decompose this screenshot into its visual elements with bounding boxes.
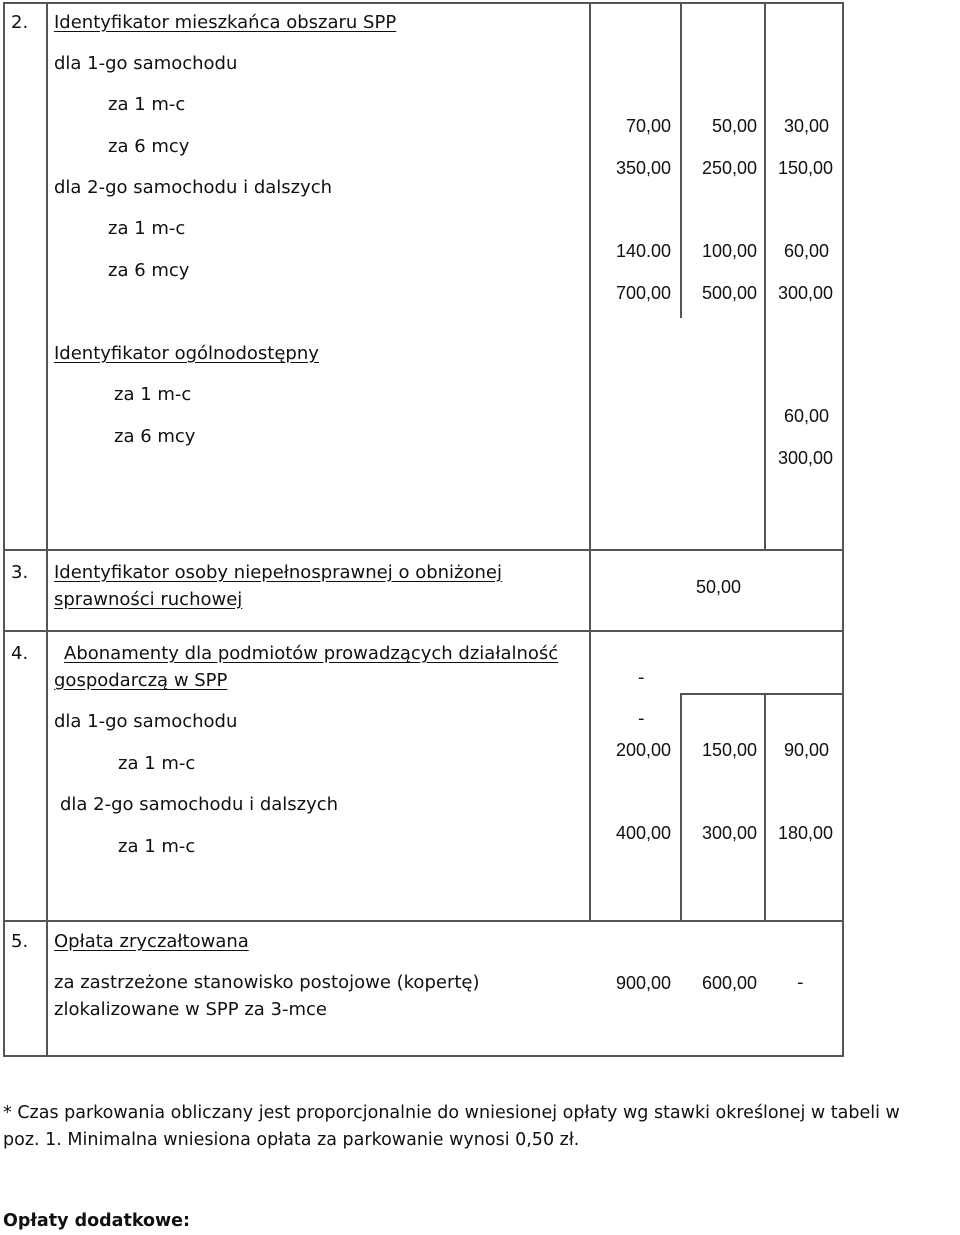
price-value: 100,00 xyxy=(701,241,757,261)
row-title: sprawności ruchowej xyxy=(54,589,243,610)
row4-col-divider-c xyxy=(764,693,766,920)
price-value: 500,00 xyxy=(701,283,757,303)
section-heading: Opłaty dodatkowe: xyxy=(3,1211,191,1231)
price-value: 600,00 xyxy=(701,973,757,993)
period-label: za 1 m-c xyxy=(108,94,186,115)
price-value: 30,00 xyxy=(783,116,829,136)
period-label: za 1 m-c xyxy=(108,218,186,239)
second-car-label: dla 2-go samochodu i dalszych xyxy=(60,794,339,815)
general-identifier-title: Identyfikator ogólnodostępny xyxy=(54,343,319,364)
row3-col-divider xyxy=(589,549,591,630)
period-label: za 1 m-c xyxy=(114,384,192,405)
price-value: 180,00 xyxy=(777,823,833,843)
table-border-right xyxy=(842,2,844,1057)
table-border-bottom xyxy=(3,1055,844,1057)
price-value: 90,00 xyxy=(783,740,829,760)
price-value: 140.00 xyxy=(615,241,671,261)
price-value: 50,00 xyxy=(695,577,741,597)
price-value: 400,00 xyxy=(615,823,671,843)
price-value: 700,00 xyxy=(615,283,671,303)
row-number: 5. xyxy=(11,931,29,952)
second-car-label: dla 2-go samochodu i dalszych xyxy=(54,177,333,198)
period-label: za 1 m-c xyxy=(118,753,196,774)
price-value: 150,00 xyxy=(777,158,833,178)
row-divider-4 xyxy=(3,630,844,632)
row-number: 3. xyxy=(11,562,29,583)
row4-col-divider-a xyxy=(589,630,591,920)
row-number: 2. xyxy=(11,12,29,33)
price-value: 60,00 xyxy=(783,406,829,426)
row2-col-divider-a xyxy=(589,2,591,549)
price-value: 250,00 xyxy=(701,158,757,178)
period-label: za 6 mcy xyxy=(108,136,190,157)
table-border-top xyxy=(3,2,844,4)
row4-col-divider-b xyxy=(680,693,682,920)
number-column-divider xyxy=(46,2,48,1057)
price-value: 70,00 xyxy=(625,116,671,136)
row-title: Identyfikator osoby niepełnosprawnej o obniżonej xyxy=(54,562,503,583)
row-title: gospodarczą w SPP xyxy=(54,670,228,691)
row-number: 4. xyxy=(11,643,29,664)
price-value: - xyxy=(797,972,804,993)
price-value: 60,00 xyxy=(783,241,829,261)
row-title: Abonamenty dla podmiotów prowadzących działalność xyxy=(64,643,559,664)
period-label: za 6 mcy xyxy=(114,426,196,447)
first-car-label: dla 1-go samochodu xyxy=(54,711,238,732)
price-value: 300,00 xyxy=(777,448,833,468)
price-value: 150,00 xyxy=(701,740,757,760)
table-border-left xyxy=(3,2,5,1057)
dash-value: - xyxy=(638,708,645,729)
footnote: poz. 1. Minimalna wniesiona opłata za parkowanie wynosi 0,50 zł. xyxy=(3,1130,580,1150)
price-value: 300,00 xyxy=(777,283,833,303)
first-car-label: dla 1-go samochodu xyxy=(54,53,238,74)
price-value: 200,00 xyxy=(615,740,671,760)
price-value: 300,00 xyxy=(701,823,757,843)
period-label: za 1 m-c xyxy=(118,836,196,857)
row-divider-3 xyxy=(3,549,844,551)
row4-subheader-line xyxy=(680,693,842,695)
row-description: zlokalizowane w SPP za 3-mce xyxy=(54,999,327,1020)
price-value: 900,00 xyxy=(615,973,671,993)
period-label: za 6 mcy xyxy=(108,260,190,281)
row-description: za zastrzeżone stanowisko postojowe (kopertę) xyxy=(54,972,480,993)
footnote: * Czas parkowania obliczany jest proporcjonalnie do wniesionej opłaty wg stawki określonej w tabeli w xyxy=(3,1103,900,1123)
price-value: 50,00 xyxy=(711,116,757,136)
dash-value: - xyxy=(638,667,645,688)
price-value: 350,00 xyxy=(615,158,671,178)
row-title: Opłata zryczałtowana xyxy=(54,931,249,952)
row-divider-5 xyxy=(3,920,844,922)
row-title: Identyfikator mieszkańca obszaru SPP xyxy=(54,12,397,33)
